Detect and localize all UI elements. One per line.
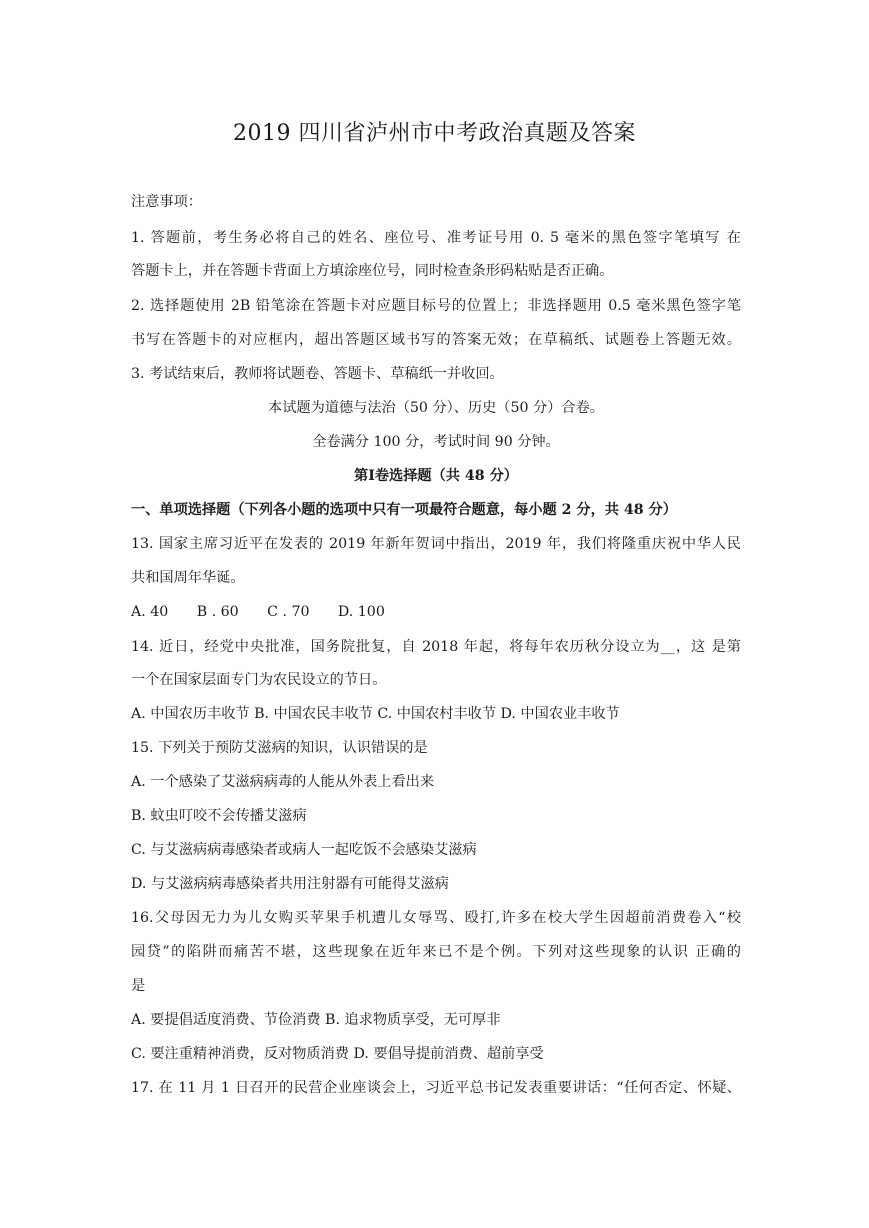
question-16-line-2: 园贷”的陷阱而痛苦不堪，这些现象在近年来已不是个例。下列对这些现象的认识 正确的 xyxy=(131,944,741,960)
document-title: 2019 四川省泸州市中考政治真题及答案 xyxy=(233,121,636,146)
question-15-option-b: B. 蚊虫叮咬不会传播艾滋病 xyxy=(131,808,307,824)
question-15-option-a: A. 一个感染了艾滋病病毒的人能从外表上看出来 xyxy=(131,774,435,790)
question-16-options-ab: A. 要提倡适度消费、节俭消费 B. 追求物质享受，无可厚非 xyxy=(131,1012,501,1028)
section-title: 一、单项选择题（下列各小题的选项中只有一项最符合题意，每小题 2 分，共 48 分） xyxy=(131,502,677,518)
question-15-option-d: D. 与艾滋病病毒感染者共用注射器有可能得艾滋病 xyxy=(131,876,449,892)
notice-item-1-line-2: 答题卡上，并在答题卡背面上方填涂座位号，同时检查条形码粘贴是否正确。 xyxy=(131,263,614,279)
part-title: 第Ⅰ卷选择题（共 48 分） xyxy=(354,468,518,484)
question-14-line-2: 一个在国家层面专门为农民设立的节日。 xyxy=(131,672,387,688)
question-16-options-cd: C. 要注重精神消费，反对物质消费 D. 要倡导提前消费、超前享受 xyxy=(131,1046,544,1062)
exam-score-time: 全卷满分 100 分，考试时间 90 分钟。 xyxy=(312,434,560,450)
question-14-line-1: 14. 近日，经党中央批准，国务院批复，自 2018 年起，将每年农历秋分设立为__，这 是第 xyxy=(131,639,741,655)
notice-item-2-line-1: 2. 选择题使用 2B 铅笔涂在答题卡对应题目标号的位置上；非选择题用 0.5 毫米黑色签字笔 xyxy=(131,298,741,314)
question-15-stem: 15. 下列关于预防艾滋病的知识，认识错误的是 xyxy=(131,740,428,756)
notice-item-3: 3. 考试结束后，教师将试题卷、答题卡、草稿纸一并收回。 xyxy=(131,366,504,382)
question-13-line-1: 13. 国家主席习近平在发表的 2019 年新年贺词中指出，2019 年，我们将隆重庆祝中华人民 xyxy=(131,536,741,552)
exam-composition: 本试题为道德与法治（50 分）、历史（50 分）合卷。 xyxy=(268,400,604,416)
question-16-line-1: 16.父母因无力为儿女购买苹果手机遭儿女辱骂、殴打,许多在校大学生因超前消费卷入“校 xyxy=(131,910,741,926)
question-16-line-3: 是 xyxy=(131,978,146,994)
question-17-line-1: 17. 在 11 月 1 日召开的民营企业座谈会上，习近平总书记发表重要讲话：“任何否定、怀疑、 xyxy=(131,1080,741,1096)
question-13-options: A. 40 B . 60 C . 70 D. 100 xyxy=(131,604,385,620)
question-14-options: A. 中国农历丰收节 B. 中国农民丰收节 C. 中国农村丰收节 D. 中国农业丰收节 xyxy=(131,706,620,722)
notice-item-2-line-2: 书写在答题卡的对应框内，超出答题区域书写的答案无效；在草稿纸、试题卷上答题无效。 xyxy=(131,332,741,348)
question-15-option-c: C. 与艾滋病病毒感染者或病人一起吃饭不会感染艾滋病 xyxy=(131,842,477,858)
notice-item-1-line-1: 1. 答题前，考生务必将自己的姓名、座位号、准考证号用 0. 5 毫米的黑色签字笔填写 在 xyxy=(131,230,741,246)
question-13-line-2: 共和国周年华诞。 xyxy=(131,570,245,586)
notice-heading: 注意事项： xyxy=(131,194,202,210)
